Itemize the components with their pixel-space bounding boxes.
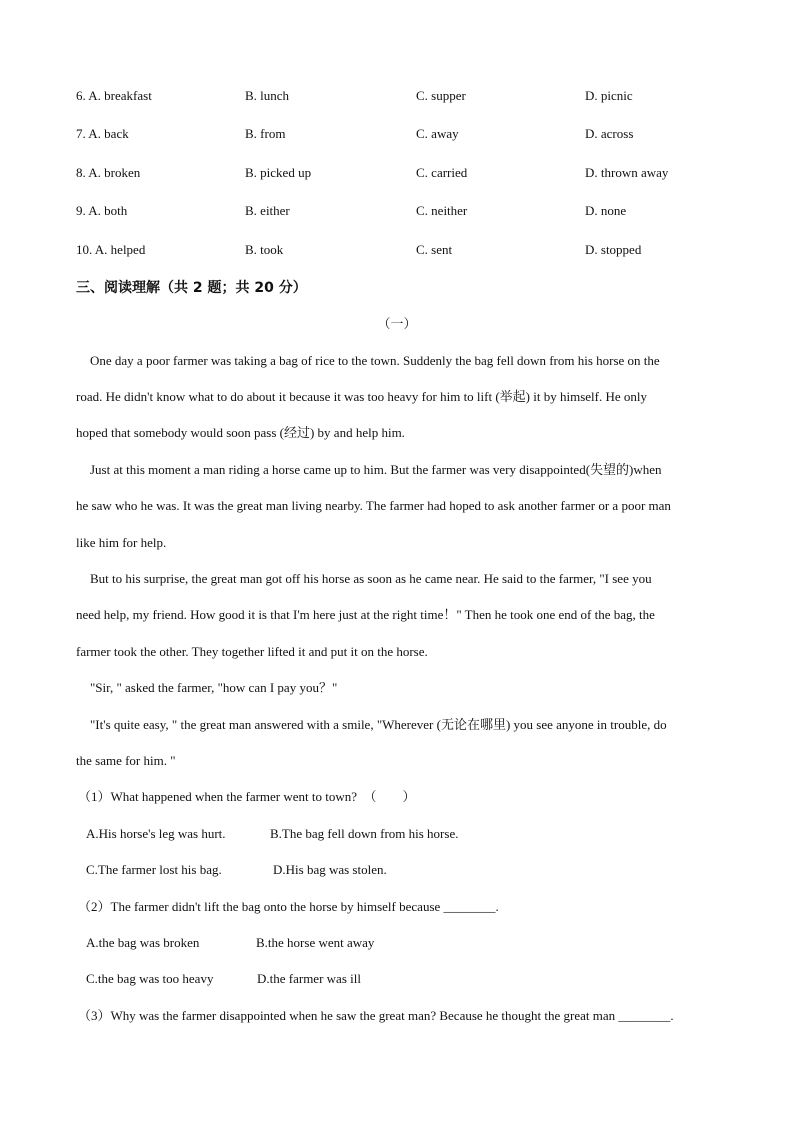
option-a: 6. A. breakfast [76,88,152,103]
passage-line: "Sir, " asked the farmer, "how can I pay you？" [90,680,338,695]
option-a: 9. A. both [76,203,128,218]
passage-line: like him for help. [76,535,167,550]
option-a: 7. A. back [76,126,129,141]
question-3: （3）Why was the farmer disappointed when he saw the great man? Because he thought the great man ________. [78,1008,674,1023]
passage-line: the same for him. " [76,753,176,768]
passage-title: （一） [377,316,417,331]
section-title: 三、阅读理解（共 2 题；共 20 分） [76,280,307,296]
option-row-7 [76,124,756,144]
passage-line: One day a poor farmer was taking a bag of rice to the town. Suddenly the bag fell down from his horse on the [90,353,660,368]
question-2-choice-a: A.the bag was broken [86,935,200,950]
option-d: D. stopped [585,242,642,257]
question-2: （2）The farmer didn't lift the bag onto the horse by himself because ________. [78,899,499,914]
passage-line: road. He didn't know what to do about it because it was too heavy for him to lift (举起) it by himself. He only [76,389,647,404]
passage-line: farmer took the other. They together lifted it and put it on the horse. [76,644,428,659]
option-b: B. lunch [245,88,290,103]
option-row-10 [76,240,756,260]
option-b: B. from [245,126,286,141]
passage-line: he saw who he was. It was the great man living nearby. The farmer had hoped to ask another farmer or a poor man [76,498,671,513]
option-d: D. none [585,203,627,218]
question-2-choice-b: B.the horse went away [256,935,375,950]
question-2-choice-d: D.the farmer was ill [257,971,361,986]
passage-line: Just at this moment a man riding a horse came up to him. But the farmer was very disappointed(失望的)when [90,462,662,477]
question-1-choice-a: A.His horse's leg was hurt. [86,826,226,841]
option-c: C. away [416,126,459,141]
option-row-6 [76,86,756,106]
passage-line: need help, my friend. How good it is that I'm here just at the right time！" Then he took one end of the bag, the [76,607,655,622]
option-b: B. took [245,242,284,257]
option-a: 8. A. broken [76,165,141,180]
option-c: C. supper [416,88,466,103]
question-1-choice-b: B.The bag fell down from his horse. [270,826,459,841]
question-1-choice-c: C.The farmer lost his bag. [86,862,222,877]
option-row-9 [76,201,756,221]
question-2-choice-c: C.the bag was too heavy [86,971,214,986]
passage-line: "It's quite easy, " the great man answered with a smile, "Wherever (无论在哪里) you see anyone in trouble, do [90,717,667,732]
option-d: D. across [585,126,634,141]
option-d: D. thrown away [585,165,669,180]
passage-line: But to his surprise, the great man got off his horse as soon as he came near. He said to the farmer, "I see you [90,571,652,586]
option-c: C. neither [416,203,468,218]
option-b: B. either [245,203,290,218]
option-d: D. picnic [585,88,633,103]
question-1: （1）What happened when the farmer went to town? （ ） [78,789,416,804]
option-row-8 [76,163,756,183]
option-a: 10. A. helped [76,242,146,257]
passage-line: hoped that somebody would soon pass (经过) by and help him. [76,425,405,440]
option-c: C. carried [416,165,468,180]
option-b: B. picked up [245,165,312,180]
question-1-choice-d: D.His bag was stolen. [273,862,387,877]
option-c: C. sent [416,242,453,257]
